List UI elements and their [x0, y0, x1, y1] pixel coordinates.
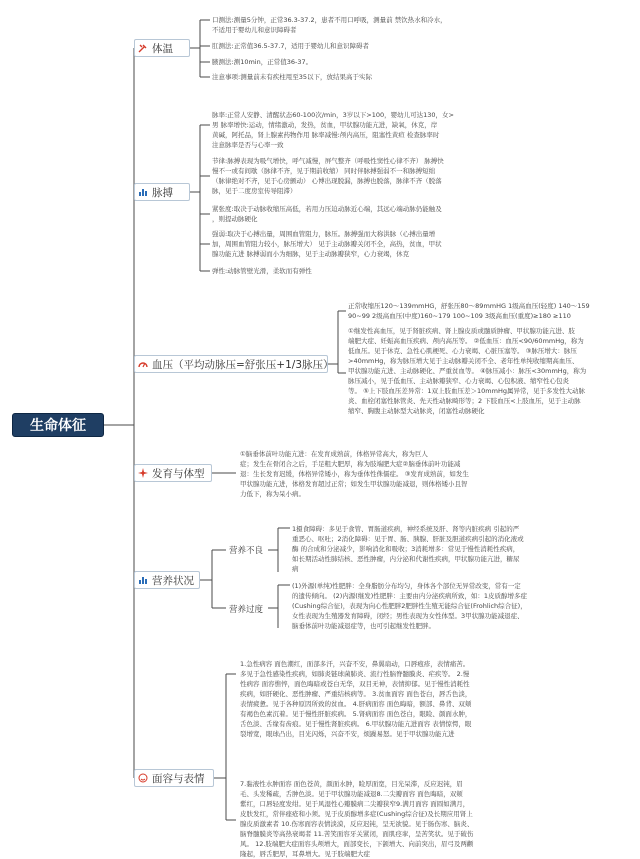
branch-facial-expression — [134, 769, 214, 787]
pulse-item-rate: 脉率:正常人安静、清醒状态60-100次/min，3岁以下>100，婴幼儿可达130，女> 男 脉率增快:运动，情绪激动，发热，贫血，甲状腺功能亢进，缺氧，休克，岸 黄碱，阿托品，肾上腺素药物作用 脉率减慢:颅内高压，阻塞性黄疸 检查脉率时 注意脉率是否与心率一致 — [212, 111, 455, 149]
dev-item-text: ①脑垂体前叶功能亢进：在发育成熟前，体格异常高大，称为巨人 症；发生在骨闭合之后，手足粗大肥厚，称为肢端肥大症②脑垂体前叶功能减 退：生长发育迟缓，体格异常矮小，称为垂体性侏儒症。 ③发育成熟前，如发生 甲状腺功能亢进，体格发育超过正常；如发生甲状腺功能减退，则体格矮小且智 力低下，称为呆小病。 — [240, 450, 469, 498]
branch-development — [134, 464, 212, 482]
branch-blood-pressure — [134, 355, 334, 373]
temp-item-notes: 注意事项:测量前未有疾柱甩至35以下，放结果高于实际 — [212, 73, 372, 81]
branch-label: 血压（平均动脉压=舒张压+1/3脉压） — [152, 358, 334, 371]
nutrition-undernutrition-text: 1摄食障碍：多见于食管、胃肠道疾病，神经系统及肝、肾等内脏疾病 引起的严 重恶心、呕吐；2消化障碍：见于胃、肠、胰腺、肝脏及胆道疾病引起的消化液或 酶 的合成和分泌减少，影响消化和吸收；3消耗增多：常见于慢性消耗性疾病， 如长期活动性肺结核、恶性肿瘤，内分泌和代谢性疾病，甲状腺功能亢进，糖尿 病 — [292, 525, 524, 573]
branch-label: 体温 — [152, 42, 173, 55]
branch-nutrition — [134, 571, 200, 589]
bp-item-abnormal: ①继发性高血压，见于肾脏疾病、肾上腺皮质或髓质肿瘤、甲状腺功能亢进、肢 端肥大症、妊娠高血压疾病、颅内高压等。 ②低血压：血压<90/60mmHg，称为 低血压。见于休克、急性心肌梗死、心力衰竭、心脏压塞等。 ③脉压增大：脉压 >40mmHg，称为脉压增大见于主动脉瓣关闭不全、老年性单纯收缩期高血压、 甲状腺功能亢进、主动脉硬化、严重贫血等。 ④脉压减小：脉压<30mmHg，称为 脉压减小，见于低血压、主动脉瓣狭窄、心力衰竭、心包积液、缩窄性心包炎 等。 ⑤上下肢血压差异常：1双上肢血压差＞10mmHg属异常，见于多发性大动脉 炎、血栓闭塞性脉管炎、先天性动脉畸形等；2 下肢血压<上肢血压，见于主动脉 缩窄、胸腹主动脉型大动脉炎，闭塞性动脉硬化 — [348, 327, 587, 415]
bar-chart-icon — [138, 187, 148, 197]
pulse-item-strength: 强弱:取决于心搏出量，周围血管阻力，脉压。脉搏强而大称洪脉（心搏出量增 加，周围血管阻力较小，脉压增大） 见于主动脉瓣关闭不全，高热，贫血，甲状 腺功能亢进 脉搏弱而小为细脉，见于主动脉瓣狭窄，心力衰竭，休克 — [212, 230, 442, 258]
face-item-1: 1.急性病容 面色潮红，面部多汗，兴奋不安，鼻翼扇动，口唇疱疹，表情痛苦。 多见于急性感染性疾病，如肺炎链球菌肺炎、流行性脑脊髓膜炎、疟疾等。 2.慢 性病容 面容憔悴，面色晦暗或苍白无华，双目无神，表情抑郁。见于慢性消耗性 疾病，如肝硬化、恶性肿瘤、严重结核病等。 3.贫血面容 面色苍白，唇舌色淡， 表情疲惫。见于各种原因所致的贫血。 4.肝病面容 面色晦暗，额部、鼻背、双颊 有褐色色素沉着。见于慢性肝脏疾病。 5.肾病面容 面色苍白，眼睑、颜面水肿， 舌色淡、舌缘有齿痕。见于慢性肾脏疾病。 6.甲状腺功能亢进面容 表情惊愕，眼 裂增宽，眼球凸出，目光闪烁，兴奋不安，烦躁易怒。见于甲状腺功能亢进 — [240, 660, 472, 738]
branch-label: 营养状况 — [152, 574, 194, 587]
nutrition-sub-overnutrition: 营养过度 — [229, 605, 264, 615]
temp-item-oral: 口测法:测量5分钟，正常36.3-37.2，患者不用口呼吸，测量前 禁饮热水和冷水， 不适用于婴幼儿和意识障碍者 — [212, 16, 447, 34]
pulse-item-tension: 紧张度:取决于动脉收缩压高低，若用力压迫动脉近心端，其远心端动脉仍能触及 ，则提动脉硬化 — [212, 205, 442, 223]
tools-icon — [138, 43, 148, 53]
sparkle-icon — [138, 468, 148, 478]
pulse-item-elasticity: 弹性:动脉管壁光滑，柔软而有弹性 — [212, 267, 312, 275]
branch-label: 发育与体型 — [152, 467, 205, 480]
gauge-icon — [138, 359, 148, 369]
smile-icon — [138, 773, 148, 783]
pulse-item-rhythm: 节律:脉搏表现为吸气增快，呼气减慢，屏气整齐（呼吸性窦性心律不齐） 脉搏快 慢不一或有间歇（脉律不齐，见于期前收缩） 同时伴脉搏强弱不一和脉搏短绌 （脉律绝对不齐，见于心房颤动） 心博出现脱漏，脉搏也脱落，脉律不齐（脱落 脉，见于二度房室传导阻滞） — [212, 157, 444, 195]
nutrition-overnutrition-text: (1)外源(单纯)性肥胖：全身脂肪分布均匀，身体各个部位无异常改变，常有一定 的遗传倾向。 (2)内源(继发)性肥胖：主要由内分泌疾病所致，如：1皮质醇增多症 (Cushing综合征)，表现为向心性肥胖2肥胖性生殖无能综合征(Frohlich综合征)， 女性表现为生殖器发育障碍，闭经；男性表现为女性体型。3甲状腺功能减退症、 脑垂体前叶功能减退症等，也可引起继发性肥胖。 — [292, 582, 527, 630]
nutrition-sub-undernutrition: 营养不良 — [229, 546, 264, 556]
face-item-2: 7.黏液性水肿面容 面色苍黄，颜面水肿，睑厚面宽，目光呆滞，反应迟钝，眉 毛、头发稀疏，舌肿色淡。见于甲状腺功能减退8.二尖瓣面容 面色晦暗，双颊 紫红，口唇轻度发绀。见于风湿性心瓣膜病二尖瓣狭窄9.满月面容 面圆如满月， 皮肤发红，常伴痤疮和小须。见于皮质醇增多症(Cushing综合征)及长期应用肾上 腺皮质激素者 10.伤寒面容表情淡漠，反应迟钝，呈无欲貌。见于肠伤寒、脑炎、 脑脊髓膜炎等高热衰竭者 11.苦笑面容牙关紧闭，面肌痉挛，呈苦笑状。见于破伤 风。 12.肢端肥大症面容头颅增大，面部变长，下颌增大、向前突出，眉弓及两颧 隆起，唇舌肥厚，耳鼻增大。见于肢端肥大症 — [240, 780, 474, 858]
temp-item-rectal: 肛测法:正常值36.5-37.7，适用于婴幼儿和意识障碍者 — [212, 42, 369, 50]
bp-item-normal: 正常收缩压120～139mmHG，舒张压80～89mmHG 1级高血压(轻度) 140～159 90~99 2级高血压(中度)160~179 100~109 3级高血压(重度)≥180 ≥110 — [348, 302, 590, 320]
branch-temperature — [134, 39, 190, 57]
bar-chart-icon — [138, 575, 148, 585]
branch-label: 脉搏 — [152, 186, 173, 199]
branch-label: 面容与表情 — [152, 772, 205, 785]
branch-pulse — [134, 183, 190, 201]
temp-item-axillary: 腋测法:测10min，正常值36-37。 — [212, 58, 313, 66]
root-node: 生命体征 — [12, 413, 104, 437]
